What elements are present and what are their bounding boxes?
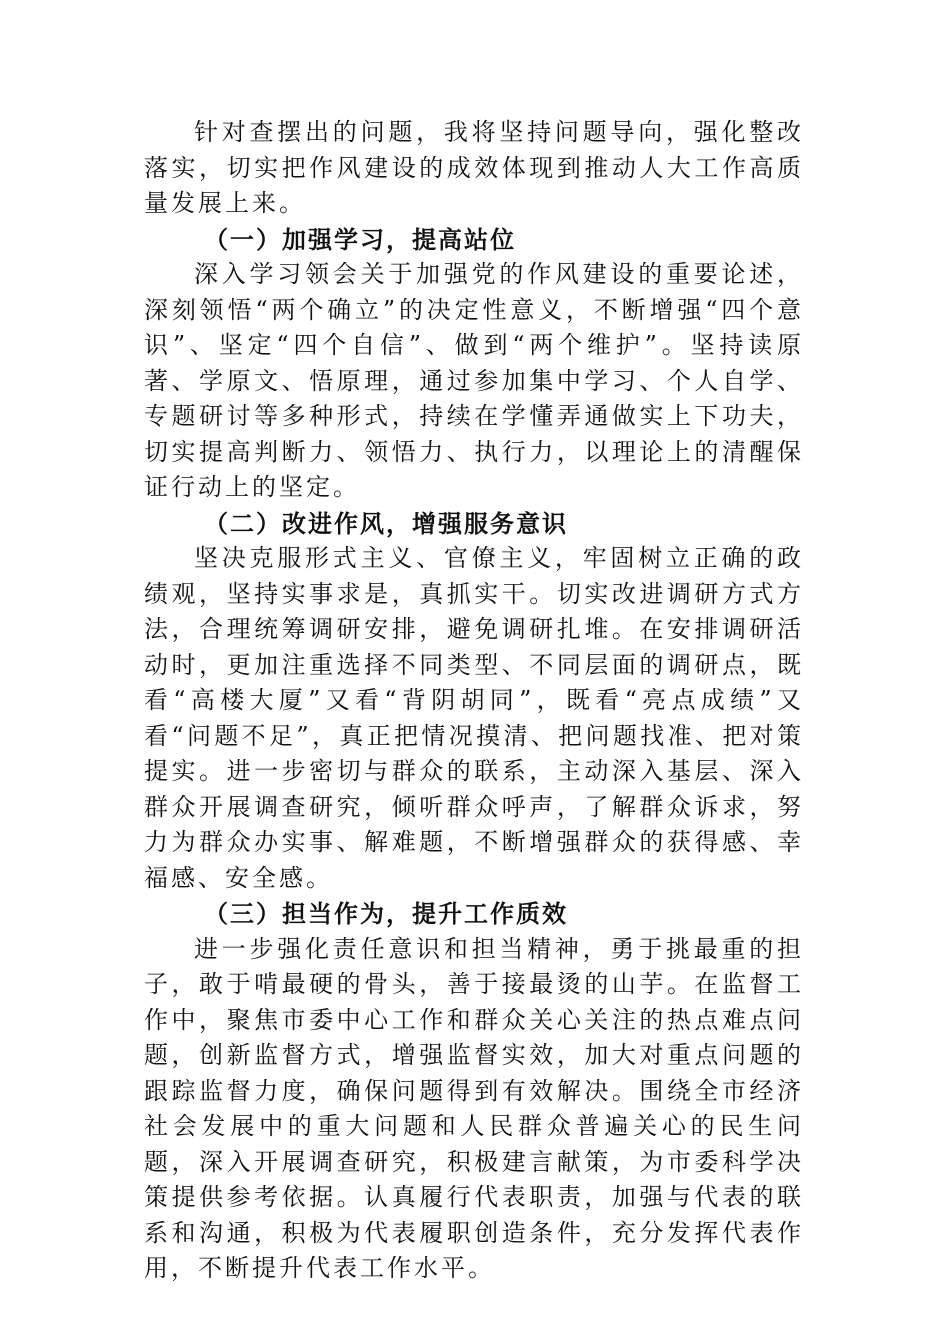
section-3-heading: （三）担当作为，提升工作质效 [204,899,568,928]
section-1-body: 深入学习领会关于加强党的作风建设的重要论述，深刻领悟“两个确立”的决定性意义，不断增强“四个意识”、坚定“四个自信”、做到“两个维护”。坚持读原著、学原文、悟原理，通过参加集中学习、个人自学、专题研讨等多种形式，持续在学懂弄通做实上下功夫，切实提高判断力、领悟力、执行力，以理论上的清醒保证行动上的坚定。 [144,260,804,501]
section-2-heading: （二）改进作风，增强服务意识 [204,508,568,538]
section-3-body: 进一步强化责任意识和担当精神，勇于挑最重的担子，敢于啃最硬的骨头，善于接最烫的山芋。在监督工作中，聚焦市委中心工作和群众关心关注的热点难点问题，创新监督方式，增强监督实效，加大对重点问题的跟踪监督力度，确保问题得到有效解决。围绕全市经济社会发展中的重大问题和人民群众普遍关心的民生问题，深入开展调查研究，积极建言献策，为市委科学决策提供参考依据。认真履行代表职责，加强与代表的联系和沟通，积极为代表履职创造条件，充分发挥代表作用，不断提升代表工作水平。 [144,934,804,1282]
document-page [144,115,804,1287]
intro-paragraph: 针对查摆出的问题，我将坚持问题导向，强化整改落实，切实把作风建设的成效体现到推动人大工作高质量发展上来。 [144,118,804,217]
section-2-body: 坚决克服形式主义、官僚主义，牢固树立正确的政绩观，坚持实事求是，真抓实干。切实改进调研方式方法，合理统筹调研安排，避免调研扎堆。在安排调研活动时，更加注重选择不同类型、不同层面的调研点，既看“高楼大厦”又看“背阴胡同”，既看“亮点成绩”又看“问题不足”，真正把情况摸清、把问题找准、把对策提实。进一步密切与群众的联系，主动深入基层、深入群众开展调查研究，倾听群众呼声，了解群众诉求，努力为群众办实事、解难题，不断增强群众的获得感、幸福感、安全感。 [144,544,804,892]
section-1-heading: （一）加强学习，提高站位 [204,224,516,254]
